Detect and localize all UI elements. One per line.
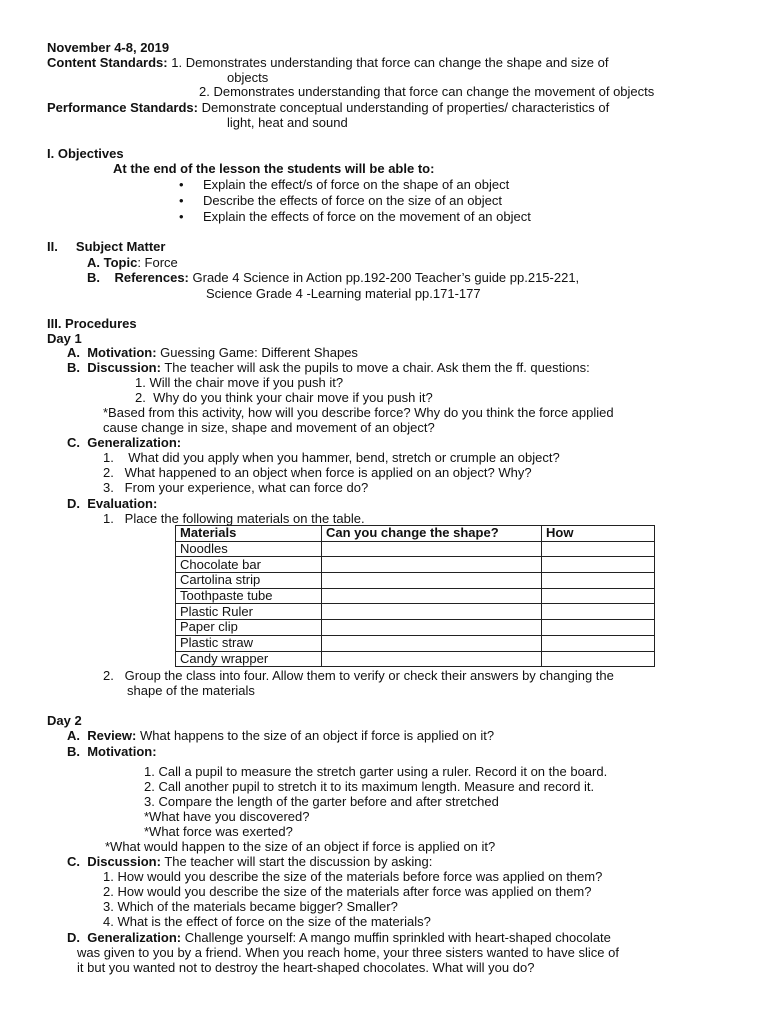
discussion-q1: 1. Will the chair move if you push it? xyxy=(135,375,344,390)
performance-text-1: Demonstrate conceptual understanding of properties/ characteristics of xyxy=(201,100,610,115)
evaluation-label: D. Evaluation: xyxy=(67,496,158,511)
material-cell: Cartolina strip xyxy=(176,573,322,589)
evaluation-item-1: 1. Place the following materials on the table. xyxy=(103,511,365,526)
empty-cell xyxy=(542,541,655,557)
discussion-note-1: *Based from this activity, how will you describe force? Why do you think the force applied xyxy=(103,405,614,420)
materials-table xyxy=(175,525,655,667)
discussion-text: The teacher will ask the pupils to move a chair. Ask them the ff. questions: xyxy=(164,360,590,375)
day2-discussion-label: C. Discussion: xyxy=(67,854,161,869)
day2-generalization-label: D. Generalization: xyxy=(67,930,182,945)
discussion-q2: 2. Why do you think your chair move if you push it? xyxy=(135,390,433,405)
subject-heading: II. Subject Matter xyxy=(47,239,166,254)
day2-motivation-label: B. Motivation: xyxy=(67,744,157,759)
evaluation-item-2a: 2. Group the class into four. Allow them to verify or check their answers by changing the xyxy=(103,668,614,683)
review-line xyxy=(67,728,494,743)
empty-cell xyxy=(542,588,655,604)
day2-motivation-4: *What have you discovered? xyxy=(144,809,310,824)
day2-heading: Day 2 xyxy=(47,713,82,728)
empty-cell xyxy=(542,573,655,589)
objective-item: • Explain the effects of force on the movement of an object xyxy=(203,209,531,224)
procedures-heading: III. Procedures xyxy=(47,316,137,331)
material-cell: Toothpaste tube xyxy=(176,588,322,604)
topic-value: : Force xyxy=(137,255,178,270)
generalization-label: C. Generalization: xyxy=(67,435,182,450)
objective-item: • Describe the effects of force on the size of an object xyxy=(203,193,502,208)
table-header-materials: Materials xyxy=(176,526,322,542)
objective-item: • Explain the effect/s of force on the shape of an object xyxy=(203,177,509,192)
content-standard-text-1b: objects xyxy=(227,70,269,85)
table-row xyxy=(176,651,655,667)
empty-cell xyxy=(322,651,542,667)
day2-discussion-q1: 1. How would you describe the size of the materials before force was applied on them? xyxy=(103,869,603,884)
table-row xyxy=(176,620,655,636)
table-row xyxy=(176,604,655,620)
day2-generalization-line xyxy=(67,930,611,945)
generalization-q2: 2. What happened to an object when force is applied on an object? Why? xyxy=(103,465,532,480)
motivation-label: A. Motivation: xyxy=(67,345,157,360)
motivation-line xyxy=(67,345,358,360)
day2-discussion-q3: 3. Which of the materials became bigger? Smaller? xyxy=(103,899,398,914)
references-text-1: Grade 4 Science in Action pp.192-200 Teacher’s guide pp.215-221, xyxy=(192,270,580,285)
topic-line xyxy=(87,255,178,270)
material-cell: Plastic Ruler xyxy=(176,604,322,620)
generalization-q3: 3. From your experience, what can force do? xyxy=(103,480,369,495)
evaluation-item-2b: shape of the materials xyxy=(127,683,255,698)
date: November 4-8, 2019 xyxy=(47,40,170,55)
material-cell: Plastic straw xyxy=(176,635,322,651)
content-standards-label: Content Standards: xyxy=(47,55,168,70)
table-header-row xyxy=(176,526,655,542)
empty-cell xyxy=(322,573,542,589)
generalization-q1: 1. What did you apply when you hammer, bend, stretch or crumple an object? xyxy=(103,450,560,465)
references-label: B. References: xyxy=(87,270,189,285)
discussion-label: B. Discussion: xyxy=(67,360,161,375)
references-line xyxy=(87,270,579,285)
empty-cell xyxy=(542,651,655,667)
empty-cell xyxy=(542,604,655,620)
empty-cell xyxy=(322,620,542,636)
day2-generalization-text-3: it but you wanted not to destroy the heart-shaped chocolates. What will you do? xyxy=(77,960,535,975)
material-cell: Noodles xyxy=(176,541,322,557)
empty-cell xyxy=(322,604,542,620)
material-cell: Candy wrapper xyxy=(176,651,322,667)
day2-generalization-text-2: was given to you by a friend. When you reach home, your three sisters wanted to have slice of xyxy=(77,945,619,960)
day2-discussion-text: The teacher will start the discussion by asking: xyxy=(164,854,433,869)
empty-cell xyxy=(322,588,542,604)
motivation-text: Guessing Game: Different Shapes xyxy=(160,345,358,360)
day2-discussion-line xyxy=(67,854,432,869)
performance-standards-label: Performance Standards: xyxy=(47,100,198,115)
empty-cell xyxy=(542,635,655,651)
table-row xyxy=(176,588,655,604)
day1-heading: Day 1 xyxy=(47,331,82,346)
empty-cell xyxy=(322,635,542,651)
table-header-change-shape: Can you change the shape? xyxy=(322,526,542,542)
day2-motivation-1: 1. Call a pupil to measure the stretch garter using a ruler. Record it on the board. xyxy=(144,764,608,779)
table-row xyxy=(176,573,655,589)
content-standards-1 xyxy=(47,55,608,70)
content-standard-text-2: 2. Demonstrates understanding that force can change the movement of objects xyxy=(199,84,655,99)
day2-discussion-q2: 2. How would you describe the size of the materials after force was applied on them? xyxy=(103,884,592,899)
day2-generalization-text-1: Challenge yourself: A mango muffin sprinkled with heart-shaped chocolate xyxy=(184,930,611,945)
performance-standards-1 xyxy=(47,100,609,115)
day2-motivation-5: *What force was exerted? xyxy=(144,824,293,839)
discussion-note-2: cause change in size, shape and movement of an object? xyxy=(103,420,435,435)
empty-cell xyxy=(322,541,542,557)
table-row xyxy=(176,557,655,573)
discussion-line xyxy=(67,360,590,375)
content-standard-text-1: 1. Demonstrates understanding that force can change the shape and size of xyxy=(171,55,609,70)
day2-motivation-3: 3. Compare the length of the garter before and after stretched xyxy=(144,794,499,809)
empty-cell xyxy=(542,620,655,636)
table-row xyxy=(176,635,655,651)
references-text-2: Science Grade 4 -Learning material pp.171-177 xyxy=(206,286,481,301)
objectives-intro: At the end of the lesson the students will be able to: xyxy=(113,161,435,176)
review-label: A. Review: xyxy=(67,728,137,743)
review-text: What happens to the size of an object if force is applied on it? xyxy=(139,728,495,743)
day2-motivation-2: 2. Call another pupil to stretch it to its maximum length. Measure and record it. xyxy=(144,779,595,794)
table-header-how: How xyxy=(542,526,655,542)
table-row xyxy=(176,541,655,557)
material-cell: Chocolate bar xyxy=(176,557,322,573)
performance-text-2: light, heat and sound xyxy=(227,115,348,130)
day2-discussion-q4: 4. What is the effect of force on the size of the materials? xyxy=(103,914,431,929)
objectives-heading: I. Objectives xyxy=(47,146,124,161)
material-cell: Paper clip xyxy=(176,620,322,636)
empty-cell xyxy=(542,557,655,573)
empty-cell xyxy=(322,557,542,573)
topic-label: A. Topic xyxy=(87,255,138,270)
day2-motivation-6: *What would happen to the size of an object if force is applied on it? xyxy=(105,839,496,854)
